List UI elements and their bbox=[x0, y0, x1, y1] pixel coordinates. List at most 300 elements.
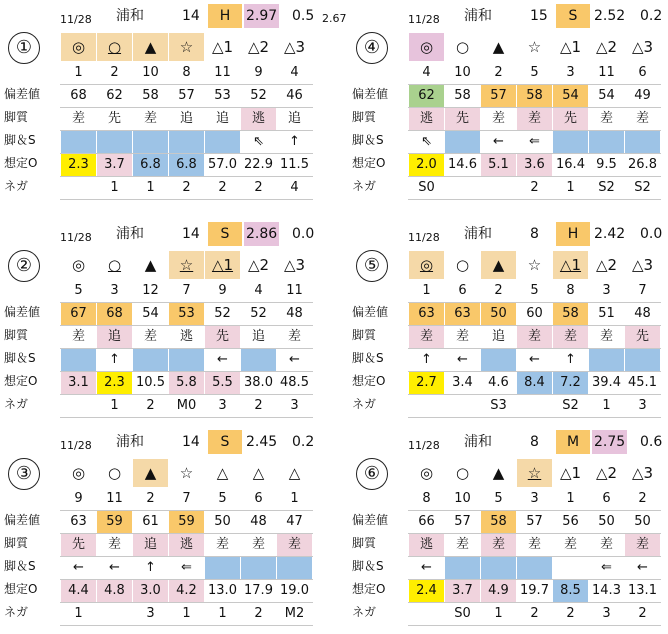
horse-number-cell: 7 bbox=[169, 488, 205, 511]
deviation-cell: 68 bbox=[97, 303, 133, 326]
leg-speed-cell bbox=[481, 349, 517, 372]
deviation-cell: 50 bbox=[481, 303, 517, 326]
mark-cell: △3 bbox=[625, 33, 661, 62]
row-label: 脚＆S bbox=[4, 559, 36, 573]
negative-cell bbox=[481, 177, 517, 200]
negative-cell: 2 bbox=[241, 177, 277, 200]
negative-cell: 3 bbox=[205, 395, 241, 418]
mark-cell: △2 bbox=[589, 251, 625, 280]
expected-odds-cell: 8.5 bbox=[553, 580, 589, 603]
mark-cell: ☆ bbox=[169, 251, 205, 280]
race-date: 11/28 bbox=[408, 231, 440, 244]
running-style-cell: 追 bbox=[205, 108, 241, 131]
dev-row bbox=[409, 85, 661, 108]
row-label: 想定O bbox=[352, 582, 386, 596]
race-number: ③ bbox=[8, 458, 40, 490]
ashi-row bbox=[61, 349, 313, 372]
negative-cell: S3 bbox=[481, 395, 517, 418]
negative-cell: 1 bbox=[205, 603, 241, 626]
running-style-cell: 先 bbox=[625, 326, 661, 349]
style-row bbox=[61, 326, 313, 349]
horse-number-cell: 2 bbox=[625, 488, 661, 511]
leg-speed-cell: ↑ bbox=[97, 349, 133, 372]
expected-odds-cell: 19.7 bbox=[517, 580, 553, 603]
horse-number-cell: 1 bbox=[553, 488, 589, 511]
negative-cell: M0 bbox=[169, 395, 205, 418]
negative-cell: 3 bbox=[589, 603, 625, 626]
deviation-cell: 50 bbox=[589, 511, 625, 534]
race-header bbox=[408, 430, 668, 456]
deviation-cell: 54 bbox=[133, 303, 169, 326]
deviation-cell: 53 bbox=[205, 85, 241, 108]
row-label: 偏差値 bbox=[4, 513, 41, 527]
row-label: ネガ bbox=[352, 397, 377, 411]
horse-number-cell: 3 bbox=[517, 488, 553, 511]
row-label: 偏差値 bbox=[352, 87, 389, 101]
horse-number-cell: 2 bbox=[481, 280, 517, 303]
horse-number-cell: 9 bbox=[205, 280, 241, 303]
negative-cell: 1 bbox=[589, 395, 625, 418]
row-label: 想定O bbox=[4, 156, 38, 170]
race-sub-value: 0.0 bbox=[292, 226, 315, 242]
horses-row bbox=[409, 280, 661, 303]
track-condition: H bbox=[208, 4, 242, 28]
running-style-cell: 逃 bbox=[169, 326, 205, 349]
runner-count: 14 bbox=[182, 226, 200, 242]
race-course: 浦和 bbox=[116, 8, 144, 24]
dev-row bbox=[409, 303, 661, 326]
deviation-cell: 54 bbox=[589, 85, 625, 108]
deviation-cell: 53 bbox=[169, 303, 205, 326]
deviation-cell: 56 bbox=[553, 511, 589, 534]
prediction-grid bbox=[60, 250, 313, 418]
leg-speed-cell bbox=[241, 557, 277, 580]
race-number: ① bbox=[8, 32, 40, 64]
negative-cell: 3 bbox=[277, 395, 313, 418]
row-labels bbox=[352, 509, 408, 624]
race-date: 11/28 bbox=[408, 439, 440, 452]
row-label: 想定O bbox=[352, 156, 386, 170]
row-label: 偏差値 bbox=[4, 305, 41, 319]
leg-speed-cell: ← bbox=[481, 131, 517, 154]
race-date: 11/28 bbox=[60, 439, 92, 452]
leg-speed-cell: ← bbox=[625, 557, 661, 580]
race-date: 11/28 bbox=[408, 13, 440, 26]
expected-odds-cell: 39.4 bbox=[589, 372, 625, 395]
negative-cell bbox=[61, 177, 97, 200]
mark-cell: ◎ bbox=[409, 251, 445, 280]
deviation-cell: 49 bbox=[625, 85, 661, 108]
mark-cell: ▲ bbox=[481, 459, 517, 488]
leg-speed-cell: ↑ bbox=[133, 557, 169, 580]
dev-row bbox=[61, 85, 313, 108]
horse-number-cell: 5 bbox=[205, 488, 241, 511]
expected-odds-cell: 22.9 bbox=[241, 154, 277, 177]
runner-count: 14 bbox=[182, 8, 200, 24]
mark-cell: △1 bbox=[553, 33, 589, 62]
row-label: 偏差値 bbox=[352, 513, 389, 527]
running-style-cell: 差 bbox=[133, 108, 169, 131]
horse-number-cell: 7 bbox=[625, 280, 661, 303]
negative-cell: 1 bbox=[481, 603, 517, 626]
negative-cell: 3 bbox=[625, 395, 661, 418]
horse-number-cell: 4 bbox=[241, 280, 277, 303]
running-style-cell: 先 bbox=[61, 534, 97, 557]
race-sub-value: 0.2 bbox=[292, 434, 315, 450]
running-style-cell: 差 bbox=[625, 534, 661, 557]
mark-cell: △3 bbox=[625, 459, 661, 488]
negative-cell bbox=[445, 395, 481, 418]
leg-speed-cell bbox=[445, 131, 481, 154]
horse-number-cell: 2 bbox=[481, 62, 517, 85]
track-condition: S bbox=[208, 222, 242, 246]
marks-row bbox=[61, 459, 313, 488]
deviation-cell: 67 bbox=[61, 303, 97, 326]
nega-row bbox=[61, 177, 313, 200]
mark-cell: ◎ bbox=[61, 251, 97, 280]
leg-speed-cell bbox=[553, 557, 589, 580]
mark-cell: ☆ bbox=[517, 33, 553, 62]
track-condition: H bbox=[556, 222, 590, 246]
leg-speed-cell: ⇐ bbox=[589, 557, 625, 580]
mark-cell: ◎ bbox=[409, 33, 445, 62]
race-block bbox=[352, 4, 662, 204]
horse-number-cell: 12 bbox=[133, 280, 169, 303]
deviation-cell: 57 bbox=[517, 511, 553, 534]
runner-count: 8 bbox=[530, 226, 539, 242]
deviation-cell: 47 bbox=[277, 511, 313, 534]
running-style-cell: 先 bbox=[553, 108, 589, 131]
horse-number-cell: 10 bbox=[445, 62, 481, 85]
race-sub-value: 0.0 bbox=[640, 226, 663, 242]
deviation-cell: 52 bbox=[205, 303, 241, 326]
running-style-cell: 差 bbox=[445, 534, 481, 557]
marks-row bbox=[61, 251, 313, 280]
prediction-grid bbox=[408, 458, 661, 626]
nega-row bbox=[61, 603, 313, 626]
negative-cell: 2 bbox=[205, 177, 241, 200]
expected-odds-cell: 14.6 bbox=[445, 154, 481, 177]
deviation-cell: 60 bbox=[517, 303, 553, 326]
expected-odds-cell: 3.7 bbox=[97, 154, 133, 177]
mark-cell: △2 bbox=[241, 33, 277, 62]
expected-odds-cell: 45.1 bbox=[625, 372, 661, 395]
mark-cell: ○ bbox=[445, 459, 481, 488]
race-index-value: 2.52 bbox=[594, 8, 626, 24]
deviation-cell: 51 bbox=[589, 303, 625, 326]
deviation-cell: 46 bbox=[277, 85, 313, 108]
expected-odds-cell: 14.3 bbox=[589, 580, 625, 603]
prediction-grid bbox=[408, 250, 661, 418]
mark-cell: △3 bbox=[277, 251, 313, 280]
row-label: ネガ bbox=[352, 179, 377, 193]
running-style-cell: 先 bbox=[445, 108, 481, 131]
running-style-cell: 差 bbox=[205, 534, 241, 557]
nega-row bbox=[61, 395, 313, 418]
running-style-cell: 差 bbox=[589, 108, 625, 131]
deviation-cell: 63 bbox=[445, 303, 481, 326]
horse-number-cell: 6 bbox=[625, 62, 661, 85]
negative-cell bbox=[445, 177, 481, 200]
leg-speed-cell: ⇐ bbox=[169, 557, 205, 580]
row-labels bbox=[4, 509, 60, 624]
row-label: ネガ bbox=[4, 605, 29, 619]
horse-number-cell: 11 bbox=[205, 62, 241, 85]
negative-cell bbox=[61, 395, 97, 418]
running-style-cell: 先 bbox=[205, 326, 241, 349]
track-condition: S bbox=[208, 430, 242, 454]
expected-odds-cell: 13.0 bbox=[205, 580, 241, 603]
expected-odds-cell: 3.0 bbox=[133, 580, 169, 603]
expected-odds-cell: 2.3 bbox=[97, 372, 133, 395]
ashi-row bbox=[409, 557, 661, 580]
negative-cell: 1 bbox=[133, 177, 169, 200]
expected-odds-cell: 38.0 bbox=[241, 372, 277, 395]
mark-cell: ▲ bbox=[481, 33, 517, 62]
row-labels bbox=[4, 301, 60, 416]
race-header bbox=[60, 430, 322, 456]
deviation-cell: 48 bbox=[277, 303, 313, 326]
running-style-cell: 逃 bbox=[409, 108, 445, 131]
row-label: 脚質 bbox=[4, 536, 29, 550]
running-style-cell: 差 bbox=[517, 326, 553, 349]
track-condition: S bbox=[556, 4, 590, 28]
mark-cell: ◎ bbox=[409, 459, 445, 488]
leg-speed-cell bbox=[589, 131, 625, 154]
mark-cell: △2 bbox=[589, 459, 625, 488]
leg-speed-cell: ↑ bbox=[409, 349, 445, 372]
running-style-cell: 差 bbox=[553, 326, 589, 349]
running-style-cell: 逃 bbox=[169, 534, 205, 557]
row-label: 偏差値 bbox=[352, 305, 389, 319]
deviation-cell: 54 bbox=[553, 85, 589, 108]
race-index-value: 2.42 bbox=[594, 226, 626, 242]
mark-cell: ▲ bbox=[133, 251, 169, 280]
mark-cell: △2 bbox=[589, 33, 625, 62]
row-label: 脚質 bbox=[4, 328, 29, 342]
row-label: 想定O bbox=[4, 374, 38, 388]
nega-row bbox=[409, 603, 661, 626]
expected-odds-cell: 4.2 bbox=[169, 580, 205, 603]
leg-speed-cell: ⇖ bbox=[409, 131, 445, 154]
leg-speed-cell bbox=[481, 557, 517, 580]
leg-speed-cell: ← bbox=[97, 557, 133, 580]
nega-row bbox=[409, 395, 661, 418]
odds-row bbox=[61, 372, 313, 395]
horse-number-cell: 10 bbox=[445, 488, 481, 511]
row-label: ネガ bbox=[352, 605, 377, 619]
mark-cell: ○ bbox=[97, 33, 133, 62]
horse-number-cell: 10 bbox=[133, 62, 169, 85]
leg-speed-cell bbox=[61, 349, 97, 372]
dev-row bbox=[61, 303, 313, 326]
leg-speed-cell bbox=[589, 349, 625, 372]
ashi-row bbox=[409, 349, 661, 372]
row-label: 脚＆S bbox=[352, 351, 384, 365]
row-label: 脚＆S bbox=[4, 351, 36, 365]
mark-cell: ○ bbox=[97, 459, 133, 488]
expected-odds-cell: 2.0 bbox=[409, 154, 445, 177]
race-index-value: 2.45 bbox=[246, 434, 278, 450]
negative-cell: M2 bbox=[277, 603, 313, 626]
deviation-cell: 52 bbox=[241, 303, 277, 326]
row-label: 脚＆S bbox=[352, 559, 384, 573]
horse-number-cell: 3 bbox=[589, 280, 625, 303]
expected-odds-cell: 5.5 bbox=[205, 372, 241, 395]
mark-cell: ☆ bbox=[517, 251, 553, 280]
mark-cell: △1 bbox=[205, 33, 241, 62]
expected-odds-cell: 2.3 bbox=[61, 154, 97, 177]
row-label: 偏差値 bbox=[4, 87, 41, 101]
row-label: 脚質 bbox=[352, 328, 377, 342]
leg-speed-cell bbox=[277, 557, 313, 580]
leg-speed-cell bbox=[169, 349, 205, 372]
odds-row bbox=[61, 154, 313, 177]
mark-cell: ○ bbox=[445, 33, 481, 62]
running-style-cell: 差 bbox=[445, 326, 481, 349]
mark-cell: △ bbox=[205, 459, 241, 488]
expected-odds-cell: 19.0 bbox=[277, 580, 313, 603]
horse-number-cell: 5 bbox=[481, 488, 517, 511]
race-index-value: 2.86 bbox=[244, 222, 279, 246]
expected-odds-cell: 8.4 bbox=[517, 372, 553, 395]
running-style-cell: 差 bbox=[133, 326, 169, 349]
row-label: 脚質 bbox=[352, 536, 377, 550]
track-condition: M bbox=[556, 430, 590, 454]
runner-count: 15 bbox=[530, 8, 548, 24]
leg-speed-cell: ↑ bbox=[277, 131, 313, 154]
negative-cell: 2 bbox=[133, 395, 169, 418]
leg-speed-cell bbox=[625, 349, 661, 372]
running-style-cell: 追 bbox=[241, 326, 277, 349]
negative-cell: 2 bbox=[241, 603, 277, 626]
negative-cell: 3 bbox=[133, 603, 169, 626]
deviation-cell: 63 bbox=[409, 303, 445, 326]
row-label: ネガ bbox=[4, 397, 29, 411]
race-header bbox=[408, 4, 668, 30]
negative-cell: 1 bbox=[97, 177, 133, 200]
horses-row bbox=[409, 488, 661, 511]
race-sub-value: 0.2 bbox=[640, 8, 663, 24]
race-block bbox=[4, 4, 347, 204]
negative-cell bbox=[97, 603, 133, 626]
running-style-cell: 差 bbox=[409, 326, 445, 349]
race-block bbox=[4, 430, 314, 630]
running-style-cell: 差 bbox=[241, 534, 277, 557]
horses-row bbox=[61, 280, 313, 303]
row-label: 脚＆S bbox=[4, 133, 36, 147]
ashi-row bbox=[61, 557, 313, 580]
dev-row bbox=[409, 511, 661, 534]
leg-speed-cell bbox=[553, 131, 589, 154]
horse-number-cell: 1 bbox=[277, 488, 313, 511]
deviation-cell: 50 bbox=[625, 511, 661, 534]
race-date: 11/28 bbox=[60, 13, 92, 26]
expected-odds-cell: 4.8 bbox=[97, 580, 133, 603]
race-sub-value: 0.5 bbox=[292, 8, 315, 24]
race-sub-value: 0.6 bbox=[640, 434, 663, 450]
horse-number-cell: 6 bbox=[241, 488, 277, 511]
running-style-cell: 逃 bbox=[409, 534, 445, 557]
race-number: ② bbox=[8, 250, 40, 282]
expected-odds-cell: 2.4 bbox=[409, 580, 445, 603]
race-index-value: 2.75 bbox=[592, 430, 627, 454]
nega-row bbox=[409, 177, 661, 200]
running-style-cell: 差 bbox=[517, 108, 553, 131]
running-style-cell: 差 bbox=[61, 108, 97, 131]
negative-cell: S2 bbox=[553, 395, 589, 418]
mark-cell: △ bbox=[277, 459, 313, 488]
running-style-cell: 差 bbox=[61, 326, 97, 349]
negative-cell: 2 bbox=[169, 177, 205, 200]
horse-number-cell: 9 bbox=[61, 488, 97, 511]
dev-row bbox=[61, 511, 313, 534]
expected-odds-cell: 2.7 bbox=[409, 372, 445, 395]
negative-cell: S2 bbox=[589, 177, 625, 200]
negative-cell: 2 bbox=[241, 395, 277, 418]
marks-row bbox=[409, 459, 661, 488]
row-label: 脚＆S bbox=[352, 133, 384, 147]
running-style-cell: 差 bbox=[625, 108, 661, 131]
leg-speed-cell bbox=[169, 131, 205, 154]
race-block bbox=[352, 430, 662, 630]
horse-number-cell: 8 bbox=[409, 488, 445, 511]
row-label: 想定O bbox=[4, 582, 38, 596]
expected-odds-cell: 3.1 bbox=[61, 372, 97, 395]
style-row bbox=[409, 326, 661, 349]
expected-odds-cell: 4.4 bbox=[61, 580, 97, 603]
deviation-cell: 58 bbox=[133, 85, 169, 108]
horse-number-cell: 6 bbox=[445, 280, 481, 303]
leg-speed-cell bbox=[517, 557, 553, 580]
mark-cell: △ bbox=[241, 459, 277, 488]
marks-row bbox=[409, 251, 661, 280]
horses-row bbox=[61, 62, 313, 85]
odds-row bbox=[409, 154, 661, 177]
race-header bbox=[60, 222, 322, 248]
deviation-cell: 57 bbox=[481, 85, 517, 108]
expected-odds-cell: 26.8 bbox=[625, 154, 661, 177]
leg-speed-cell: ← bbox=[277, 349, 313, 372]
style-row bbox=[409, 534, 661, 557]
horse-number-cell: 4 bbox=[409, 62, 445, 85]
style-row bbox=[409, 108, 661, 131]
leg-speed-cell bbox=[61, 131, 97, 154]
row-labels bbox=[352, 83, 408, 198]
prediction-grid bbox=[60, 32, 313, 200]
race-date: 11/28 bbox=[60, 231, 92, 244]
horse-number-cell: 7 bbox=[169, 280, 205, 303]
expected-odds-cell: 6.8 bbox=[169, 154, 205, 177]
leg-speed-cell: ← bbox=[409, 557, 445, 580]
mark-cell: △1 bbox=[553, 251, 589, 280]
deviation-cell: 57 bbox=[445, 511, 481, 534]
mark-cell: △3 bbox=[625, 251, 661, 280]
race-course: 浦和 bbox=[464, 434, 492, 450]
negative-cell: 2 bbox=[517, 177, 553, 200]
running-style-cell: 差 bbox=[481, 108, 517, 131]
mark-cell: ◎ bbox=[61, 33, 97, 62]
marks-row bbox=[409, 33, 661, 62]
running-style-cell: 先 bbox=[97, 108, 133, 131]
leg-speed-cell: ⇖ bbox=[241, 131, 277, 154]
deviation-cell: 68 bbox=[61, 85, 97, 108]
runner-count: 8 bbox=[530, 434, 539, 450]
expected-odds-cell: 6.8 bbox=[133, 154, 169, 177]
negative-cell bbox=[409, 603, 445, 626]
running-style-cell: 差 bbox=[277, 326, 313, 349]
mark-cell: ☆ bbox=[169, 459, 205, 488]
